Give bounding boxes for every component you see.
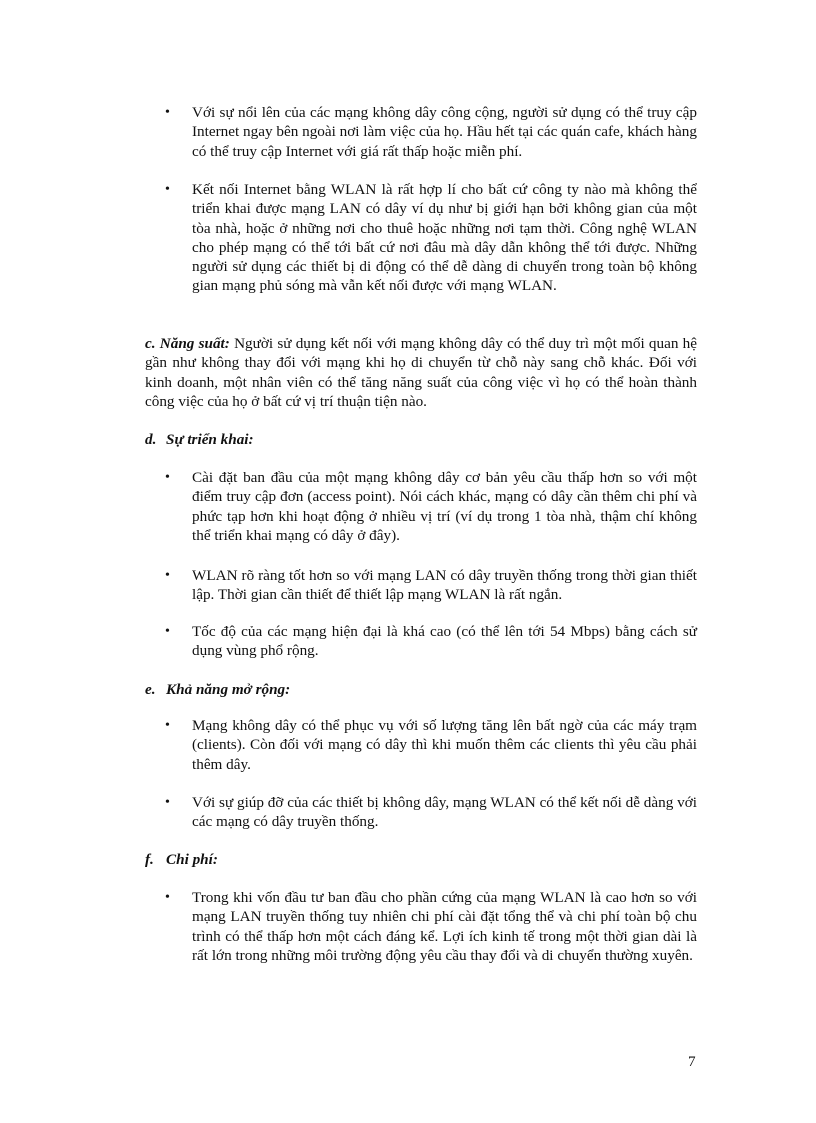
paragraph-nang-suat [145, 334, 697, 411]
list-item-text: Kết nối Internet bằng WLAN là rất hợp lí cho bất cứ công ty nào mà không thể triển khai được mạng LAN có dây ví dụ như bị giới hạn bởi không gian của một tòa nhà, hoặc ở những nơi cho thuê hoặc những nơi tạm thời. Công nghệ WLAN cho phép mạng có thể tới bất cứ nơi đâu mà dây dẫn không thể tới được. Những người sử dụng các thiết bị di động có thể dễ dàng di chuyển trong toàn bộ không gian mạng phủ sóng mà vẫn kết nối được với mạng WLAN. [192, 181, 697, 295]
list-item [165, 468, 697, 545]
section-title: Sự triển khai: [166, 431, 254, 448]
list-item-text: Tốc độ của các mạng hiện đại là khá cao (có thể lên tới 54 Mbps) bằng cách sử dụng vùng phổ rộng. [192, 623, 697, 660]
list-item [165, 103, 697, 161]
section-heading-f [145, 850, 218, 869]
list-item [165, 622, 697, 661]
list-item-text: Mạng không dây có thể phục vụ với số lượng tăng lên bất ngờ của các máy trạm (clients). Còn đối với mạng có dây thì khi muốn thêm các clients thì yêu cầu phải thêm dây. [192, 717, 697, 773]
list-item-text: Với sự giúp đỡ của các thiết bị không dây, mạng WLAN có thể kết nối dễ dàng với các mạng có dây truyền thống. [192, 794, 697, 831]
section-title: Chi phí: [166, 851, 218, 868]
list-item-text: WLAN rõ ràng tốt hơn so với mạng LAN có dây truyền thống trong thời gian thiết lập. Thời gian cần thiết để thiết lập mạng WLAN là rất ngắn. [192, 567, 697, 604]
section-title: Năng suất: [159, 335, 230, 352]
section-letter: d. [145, 431, 157, 448]
section-heading-e [145, 680, 290, 699]
bullet-icon: • [165, 624, 170, 639]
bullet-icon: • [165, 105, 170, 120]
section-letter: c. [145, 335, 156, 352]
list-item-text: Với sự nổi lên của các mạng không dây công cộng, người sử dụng có thể truy cập Internet ngay bên ngoài nơi làm việc của họ. Hầu hết tại các quán cafe, khách hàng có thể truy cập Internet với giá rất thấp hoặc miễn phí. [192, 104, 697, 160]
list-item-text: Trong khi vốn đầu tư ban đầu cho phần cứng của mạng WLAN là cao hơn so với mạng LAN truyền thống tuy nhiên chi phí cài đặt tổng thể và chi phí toàn bộ chu trình có thể thấp hơn một cách đáng kể. Lợi ích kinh tế trong một thời gian dài là rất lớn trong những môi trường động yêu cầu thay đổi và di chuyển thường xuyên. [192, 889, 697, 964]
page-number: 7 [688, 1053, 696, 1070]
paragraph-text: Người sử dụng kết nối với mạng không dây có thể duy trì một mối quan hệ gần như không thay đổi với mạng khi họ di chuyển từ chỗ này sang chỗ khác. Đối với kinh doanh, một nhân viên có thể tăng năng suất của công việc vì họ có thể hoàn thành công việc của họ ở bất cứ vị trí thuận tiện nào. [145, 335, 697, 410]
section-heading-d [145, 430, 254, 449]
bullet-icon: • [165, 795, 170, 810]
bullet-icon: • [165, 718, 170, 733]
section-title: Khả năng mở rộng: [166, 681, 291, 698]
section-letter: f. [145, 851, 154, 868]
bullet-icon: • [165, 890, 170, 905]
list-item [165, 180, 697, 296]
list-item [165, 888, 697, 965]
bullet-icon: • [165, 182, 170, 197]
list-item [165, 793, 697, 832]
bullet-icon: • [165, 470, 170, 485]
list-item-text: Cài đặt ban đầu của một mạng không dây cơ bản yêu cầu thấp hơn so với một điểm truy cập đơn (access point). Nói cách khác, mạng có dây cần thêm chi phí và phức tạp hơn khi hoạt động ở nhiều vị trí (ví dụ trong 1 tòa nhà, thậm chí không thể triển khai mạng có dây ở đây). [192, 469, 697, 544]
bullet-icon: • [165, 568, 170, 583]
section-letter: e. [145, 681, 156, 698]
list-item [165, 716, 697, 774]
list-item [165, 566, 697, 605]
